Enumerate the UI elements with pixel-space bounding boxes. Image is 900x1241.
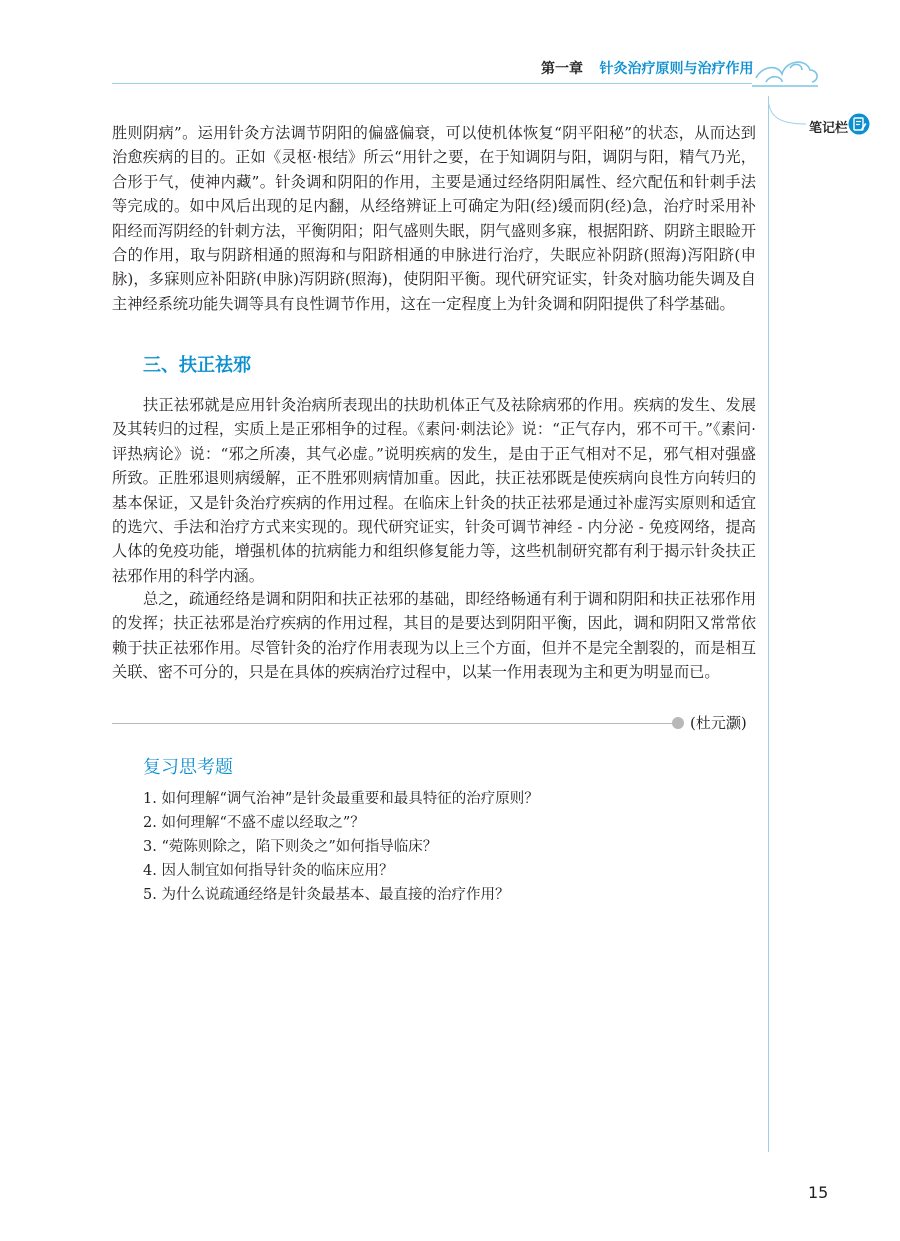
review-question: 2. 如何理解“不盛不虚以经取之”？ (143, 815, 365, 831)
review-question: 1. 如何理解“调气治神”是针灸最重要和最具特征的治疗原则？ (143, 791, 539, 807)
body-paragraph: 扶正祛邪就是应用针灸治病所表现出的扶助机体正气及祛除病邪的作用。疾病的发生、发展及其转归的过程，实质上是正邪相争的过程。《素问·刺法论》说：“正气存内，邪不可干。”《素问·评热病论》说：“邪之所凑，其气必虚。”说明疾病的发生，是由于正气相对不足，邪气相对强盛所致。正胜邪退则病缓解，正不胜邪则病情加重。因此，扶正祛邪既是使疾病向良性方向转归的基本保证，又是针灸治疗疾病的作用过程。在临床上针灸的扶正祛邪是通过补虚泻实原则和适宜的选穴、手法和治疗方式来实现的。现代研究证实，针灸可调节神经 - 内分泌 - 免疫网络，提高人体的免疫功能，增强机体的抗病能力和组织修复能力等，这些机制研究都有利于揭示针灸扶正祛邪作用的科学内涵。 (112, 396, 756, 585)
body-paragraph: 胜则阴病”。运用针灸方法调节阴阳的偏盛偏衰，可以使机体恢复“阴平阳秘”的状态，从而达到治愈疾病的目的。正如《灵枢·根结》所云“用针之要，在于知调阴与阳，调阴与阳，精气乃光，合形于气，使神内藏”。针灸调和阴阳的作用，主要是通过经络阴阳属性、经穴配伍和针刺手法等完成的。如中风后出现的足内翻，从经络辨证上可确定为阳(经)缓而阴(经)急，治疗时采用补阳经而泻阴经的针刺方法，平衡阴阳；阳气盛则失眠，阴气盛则多寐，根据阳跻、阴跻主眼睑开合的作用，取与阴跻相通的照海和与阳跻相通的申脉进行治疗，失眠应补阴跻(照海)泻阳跻(申脉)，多寐则应补阳跻(申脉)泻阴跻(照海)，使阴阳平衡。现代研究证实，针灸对脑功能失调及自主神经系统功能失调等具有良性调节作用，这在一定程度上为针灸调和阴阳提供了科学基础。 (112, 124, 756, 313)
review-question: 5. 为什么说疏通经络是针灸最基本、最直接的治疗作用？ (143, 887, 510, 903)
notebook-pen-icon (848, 113, 870, 135)
review-question: 4. 因人制宜如何指导针灸的临床应用？ (143, 863, 394, 879)
header-rule (112, 83, 752, 84)
notes-column-curve (768, 96, 808, 130)
review-question: 3. “菀陈则除之，陷下则灸之”如何指导临床？ (143, 839, 438, 855)
cloud-ornament-icon (752, 48, 822, 90)
running-header (541, 58, 753, 78)
review-title: 复习思考题 (143, 757, 233, 778)
chapter-title: 针灸治疗原则与治疗作用 (599, 61, 754, 77)
page-number: 15 (808, 1183, 829, 1202)
notes-column-rule (768, 96, 769, 1152)
body-paragraph: 总之，疏通经络是调和阴阳和扶正祛邪的基础，即经络畅通有利于调和阴阳和扶正祛邪作用的发挥；扶正祛邪是治疗疾病的作用过程，其目的是要达到阴阳平衡，因此，调和阴阳又常常依赖于扶正祛邪作用。尽管针灸的治疗作用表现为以上三个方面，但并不是完全割裂的，而是相互关联、密不可分的，只是在具体的疾病治疗过程中，以某一作用表现为主和更为明显而已。 (112, 590, 756, 682)
divider-dot (672, 717, 684, 729)
chapter-number: 第一章 (541, 61, 583, 77)
notes-label: 笔记栏 (809, 121, 849, 136)
author-divider (112, 723, 672, 724)
author-credit: (杜元灏) (690, 714, 747, 732)
section-heading: 三、扶正祛邪 (143, 355, 251, 376)
